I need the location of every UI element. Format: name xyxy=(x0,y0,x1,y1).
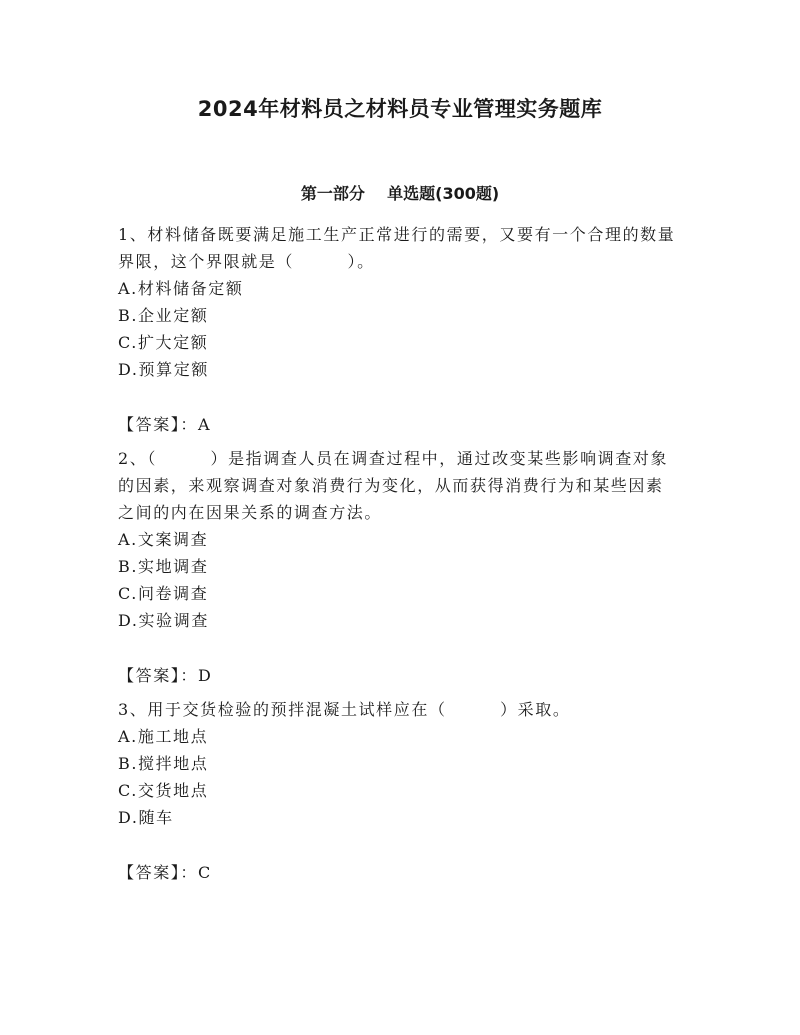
answer-value: A xyxy=(198,415,211,434)
question-2 xyxy=(118,445,680,689)
question-1 xyxy=(118,221,680,438)
section-title: 第一部分 单选题(300题) xyxy=(300,184,500,203)
option-c: C.交货地点 xyxy=(118,781,209,800)
option-list xyxy=(118,723,680,831)
option-b: B.搅拌地点 xyxy=(118,754,209,773)
option-c: C.问卷调查 xyxy=(118,584,209,603)
document-title: 2024年材料员之材料员专业管理实务题库 xyxy=(197,97,603,121)
option-a: A.材料储备定额 xyxy=(118,279,244,298)
question-stem: 3、用于交货检验的预拌混凝土试样应在（ ）采取。 xyxy=(118,700,571,719)
answer-line xyxy=(118,859,680,886)
question-stem: 1、材料储备既要满足施工生产正常进行的需要，又要有一个合理的数量界限，这个界限就是（ ）。 xyxy=(118,225,676,271)
question-list xyxy=(118,221,680,886)
option-a: A.文案调查 xyxy=(118,530,209,549)
option-d: D.预算定额 xyxy=(118,360,209,379)
answer-line xyxy=(118,662,680,689)
answer-value: C xyxy=(198,863,212,882)
option-a: A.施工地点 xyxy=(118,727,209,746)
option-b: B.实地调查 xyxy=(118,557,209,576)
option-d: D.实验调查 xyxy=(118,611,209,630)
answer-line xyxy=(118,411,680,438)
answer-label: 【答案】： xyxy=(118,863,199,882)
answer-label: 【答案】： xyxy=(118,666,199,685)
option-list xyxy=(118,526,680,634)
option-d: D.随车 xyxy=(118,808,174,827)
answer-value: D xyxy=(198,666,212,685)
question-stem: 2、（ ）是指调查人员在调查过程中，通过改变某些影响调查对象的因素，来观察调查对象消费行为变化，从而获得消费行为和某些因素之间的内在因果关系的调查方法。 xyxy=(118,449,669,522)
option-c: C.扩大定额 xyxy=(118,333,209,352)
option-list xyxy=(118,275,680,383)
question-3 xyxy=(118,696,680,886)
answer-label: 【答案】： xyxy=(118,415,199,434)
option-b: B.企业定额 xyxy=(118,306,209,325)
